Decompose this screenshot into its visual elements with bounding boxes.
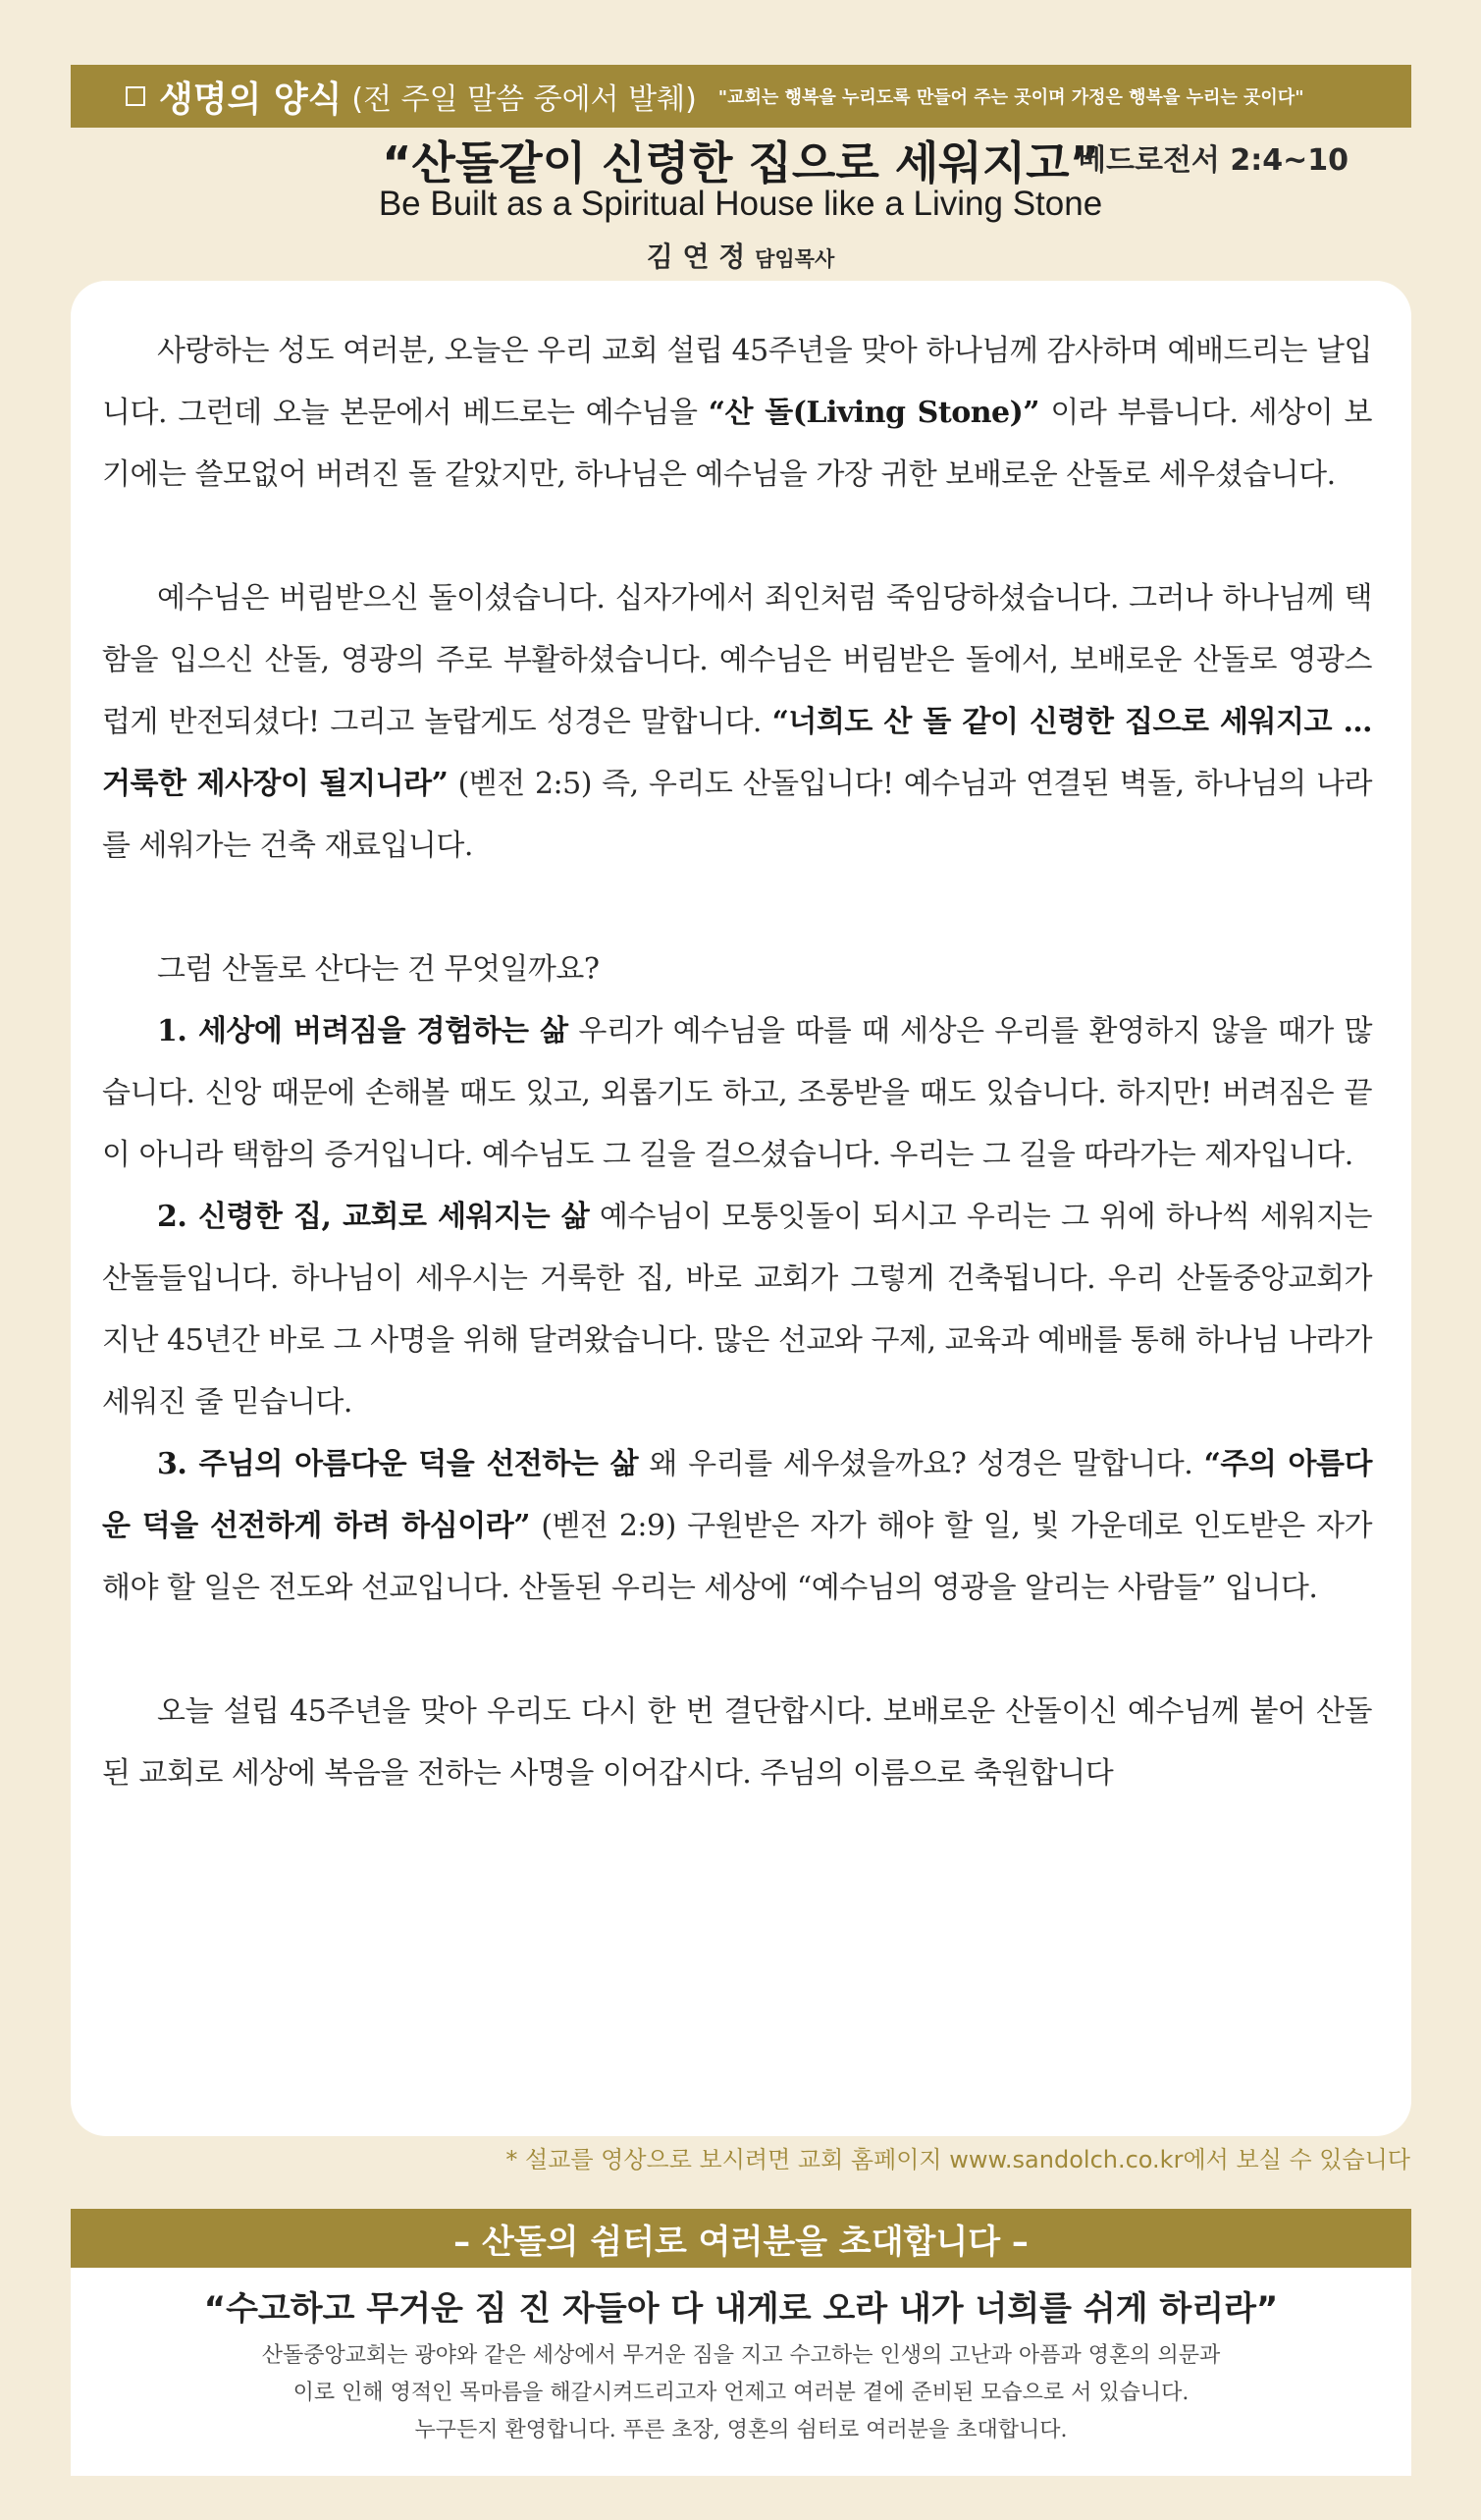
paragraph-text: 우리가 예수님을 따를 때 세상은 우리를 환영하지 않을 때가 많습니다. 신앙 때문에 손해볼 때도 있고, 외롭기도 하고, 조롱받을 때도 있습니다. 하지만! 버려짐은 끝이 아니라 택함의 증거입니다. 예수님도 그 길을 걸으셨습니다. 우리는 그 길을 따라가는 제자입니다. bbox=[102, 1014, 1372, 1172]
emphasis-text: “주의 아름다운 덕을 선전하게 하려 하심이라” bbox=[102, 1447, 1372, 1543]
paragraph-question: 그럼 산돌로 산다는 건 무엇일까요? bbox=[157, 952, 600, 987]
paragraph-point-1 bbox=[102, 1000, 1372, 1186]
invitation-line: 이로 인해 영적인 목마름을 해갈시켜드리고자 언제고 여러분 곁에 준비된 모습으로 서 있습니다. bbox=[292, 2381, 1190, 2405]
paragraph-intro bbox=[102, 320, 1372, 506]
paragraph-text: 예수님은 버림받으신 돌이셨습니다. 십자가에서 죄인처럼 죽임당하셨습니다. 그러나 하나님께 택함을 입으신 산돌, 영광의 주로 부활하셨습니다. 예수님은 버림받은 돌에서, 보배로운 산돌로 영광스럽게 반전되셨다! 그리고 놀랍게도 성경은 말합니다. bbox=[102, 581, 1372, 739]
paragraph-point-3 bbox=[102, 1433, 1372, 1619]
paragraph-text: 왜 우리를 세우셨을까요? 성경은 말합니다. bbox=[638, 1447, 1204, 1481]
emphasis-text: “너희도 산 돌 같이 신령한 집으로 세워지고 … 거룩한 제사장이 될지니라” bbox=[102, 705, 1373, 801]
checkbox-square-icon bbox=[126, 86, 145, 106]
section-subtitle: (전 주일 말씀 중에서 발췌) bbox=[351, 82, 697, 117]
paragraph-text: 예수님이 모퉁잇돌이 되시고 우리는 그 위에 하나씩 세워지는 산돌들입니다. 하나님이 세우시는 거룩한 집, 바로 교회가 그렇게 건축됩니다. 우리 산돌중앙교회가 지난 45년간 바로 그 사명을 위해 달려왔습니다. 많은 선교와 구제, 교육과 예배를 통해 하나님 나라가 세워진 줄 믿습니다. bbox=[102, 1200, 1372, 1420]
sermon-title: “산돌같이 신령한 집으로 세워지고” bbox=[382, 136, 1099, 189]
scripture-reference: 베드로전서 2:4~10 bbox=[1078, 143, 1349, 178]
invitation-line: 누구든지 환영합니다. 푸른 초장, 영혼의 쉼터로 여러분을 초대합니다. bbox=[414, 2418, 1068, 2442]
invitation-text bbox=[71, 2337, 1411, 2449]
section-quote: "교회는 행복을 누리도록 만들어 주는 곳이며 가정은 행복을 누리는 곳이다" bbox=[717, 87, 1304, 108]
paragraph-text: (벧전 2:9) 구원받은 자가 해야 할 일, 빛 가운데로 인도받은 자가 해야 할 일은 전도와 선교입니다. 산돌된 우리는 세상에 “예수님의 영광을 알리는 사람들” 입니다. bbox=[102, 1509, 1372, 1605]
invitation-verse: “수고하고 무거운 짐 진 자들아 다 내게로 오라 내가 너희를 쉬게 하리라” bbox=[203, 2289, 1279, 2329]
section-title: 생명의 양식 bbox=[159, 79, 343, 120]
video-footnote: * 설교를 영상으로 보시려면 교회 홈페이지 www.sandolch.co.kr에서 보실 수 있습니다 bbox=[505, 2146, 1410, 2173]
emphasis-text: “산 돌(Living Stone)” bbox=[708, 396, 1040, 430]
paragraph-text: 사랑하는 성도 여러분, 오늘은 우리 교회 설립 45주년을 맞아 하나님께 감사하며 예배드리는 날입니다. 그런데 오늘 본문에서 베드로는 예수님을 bbox=[102, 334, 1372, 430]
paragraph-text: (벧전 2:5) 즉, 우리도 산돌입니다! 예수님과 연결된 벽돌, 하나님의 나라를 세워가는 건축 재료입니다. bbox=[102, 767, 1372, 863]
invitation-banner: – 산돌의 쉼터로 여러분을 초대합니다 – bbox=[71, 2209, 1411, 2268]
preacher-role: 담임목사 bbox=[755, 247, 835, 271]
paragraph-closing: 오늘 설립 45주년을 맞아 우리도 다시 한 번 결단합시다. 보배로운 산돌이신 예수님께 붙어 산돌된 교회로 세상에 복음을 전하는 사명을 이어갑시다. 주님의 이름으로 축원합니다 bbox=[102, 1694, 1372, 1791]
preacher-name: 김 연 정 bbox=[646, 241, 746, 273]
sermon-title-english: Be Built as a Spiritual House like a Living Stone bbox=[378, 185, 1103, 223]
point-heading: 2. 신령한 집, 교회로 세워지는 삶 bbox=[157, 1200, 590, 1234]
paragraph-point-2 bbox=[102, 1186, 1372, 1433]
invitation-line: 산돌중앙교회는 광야와 같은 세상에서 무거운 짐을 지고 수고하는 인생의 고난과 아픔과 영혼의 의문과 bbox=[261, 2343, 1221, 2368]
point-heading: 3. 주님의 아름다운 덕을 선전하는 삶 bbox=[157, 1447, 639, 1481]
invitation-box bbox=[71, 2209, 1411, 2476]
sermon-body bbox=[71, 281, 1411, 2136]
preacher bbox=[0, 236, 1481, 275]
paragraph-text: 이라 부릅니다. 세상이 보기에는 쓸모없어 버려진 돌 같았지만, 하나님은 예수님을 가장 귀한 보배로운 산돌로 세우셨습니다. bbox=[102, 396, 1372, 492]
section-banner bbox=[71, 65, 1411, 128]
point-heading: 1. 세상에 버려짐을 경험하는 삶 bbox=[157, 1014, 568, 1048]
paragraph-rejected-stone bbox=[102, 567, 1372, 877]
